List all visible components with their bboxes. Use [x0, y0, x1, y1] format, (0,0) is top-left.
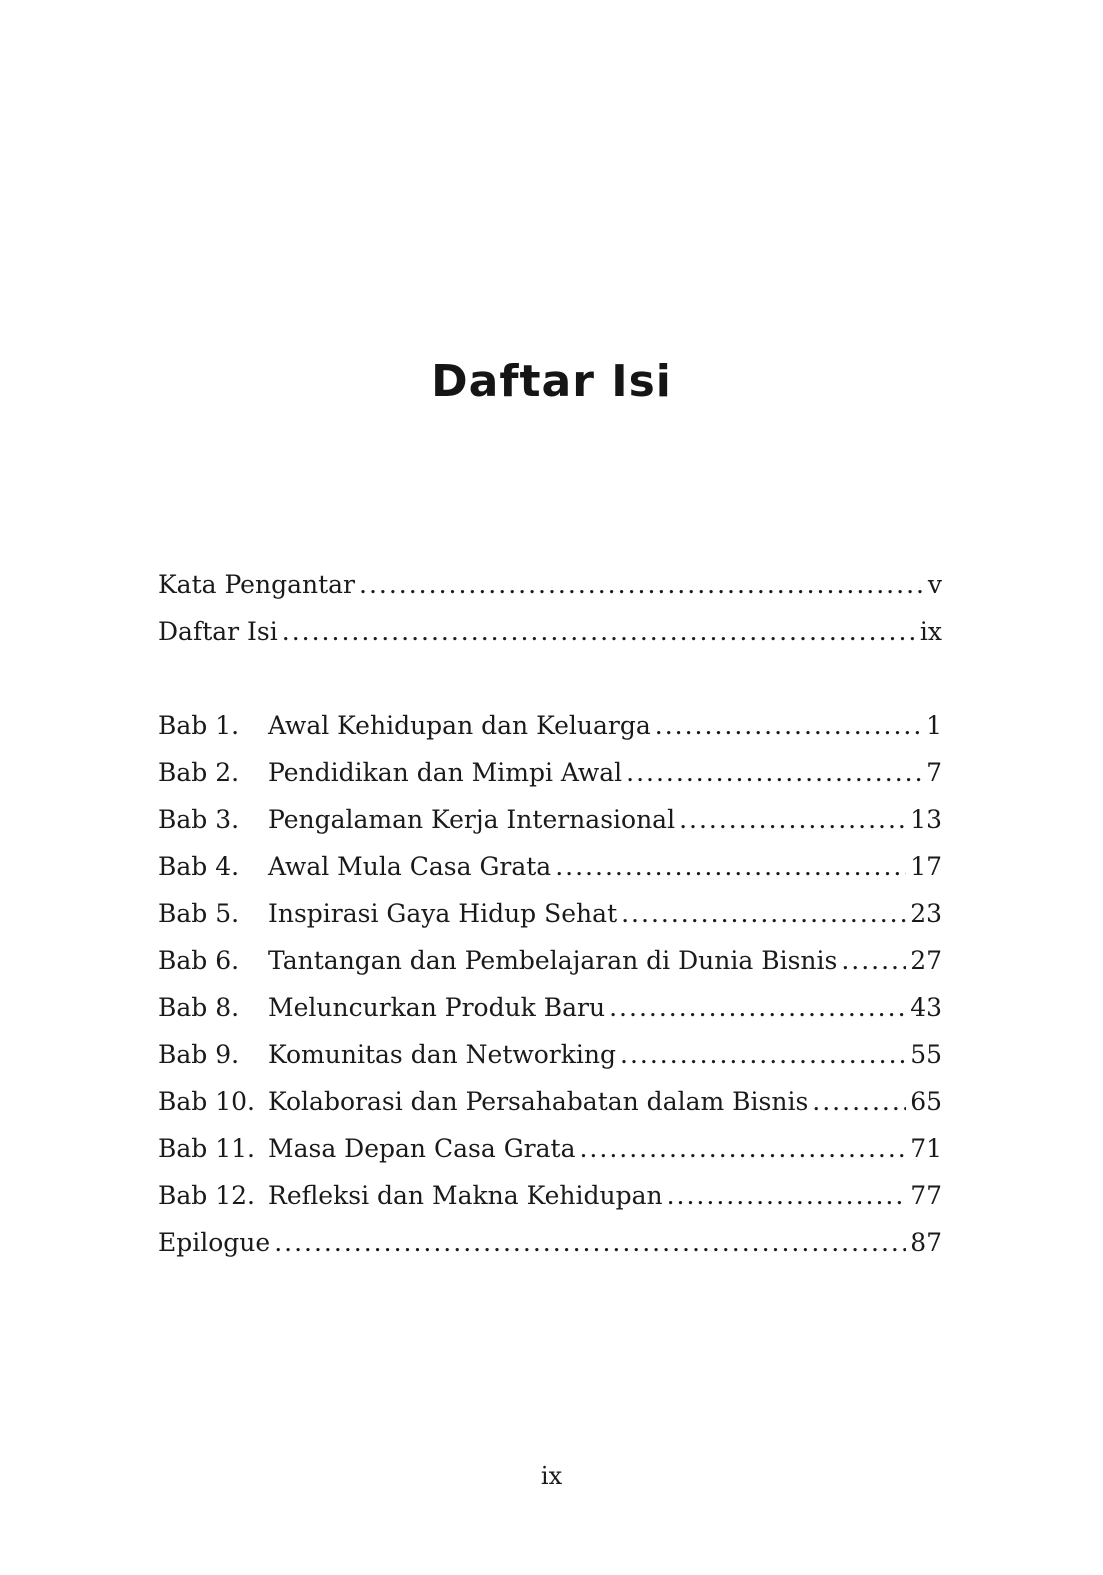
- toc-entry: [158, 1125, 942, 1172]
- toc-entry-page: v: [927, 570, 942, 599]
- toc-entry-label: Kolaborasi dan Persahabatan dalam Bisnis: [268, 1087, 809, 1116]
- toc-entry-page: 13: [910, 805, 942, 834]
- toc-entry: [158, 702, 942, 749]
- toc-entry: [158, 890, 942, 937]
- toc-chapter-number: Bab 10.: [158, 1087, 255, 1116]
- page-number: ix: [540, 1462, 563, 1490]
- toc-entry-page: 55: [910, 1040, 942, 1069]
- toc-entry-label: Epilogue: [158, 1228, 271, 1257]
- toc-entry: [158, 984, 942, 1031]
- toc-entry-label: Refleksi dan Makna Kehidupan: [268, 1181, 663, 1210]
- toc-entry-page: ix: [919, 617, 942, 646]
- toc-chapter-number: Bab 12.: [158, 1181, 255, 1210]
- toc-leader-dots: [274, 1219, 906, 1266]
- toc-entry-page: 1: [926, 711, 942, 740]
- toc-entry: [158, 796, 942, 843]
- toc-entry-page: 7: [926, 758, 942, 787]
- toc-entry-page: 27: [910, 946, 942, 975]
- toc-chapter-number: Bab 4.: [158, 852, 240, 881]
- toc-entry-label: Awal Mula Casa Grata: [268, 852, 552, 881]
- toc-entry-label: Kata Pengantar: [158, 570, 355, 599]
- toc-entry-label: Komunitas dan Networking: [268, 1040, 617, 1069]
- toc-leader-dots: [579, 1125, 906, 1172]
- toc-entry-label: Masa Depan Casa Grata: [268, 1134, 576, 1163]
- toc-entry-label: Pendidikan dan Mimpi Awal: [268, 758, 623, 787]
- toc-chapters: [158, 702, 942, 1266]
- toc-entry-label: Pengalaman Kerja Internasional: [268, 805, 676, 834]
- toc-chapter-number: Bab 9.: [158, 1040, 240, 1069]
- toc-chapter-number: Bab 5.: [158, 899, 240, 928]
- toc-entry-page: 87: [910, 1228, 942, 1257]
- toc-chapter-number: Bab 8.: [158, 993, 240, 1022]
- toc-entry-page: 43: [910, 993, 942, 1022]
- toc-entry: [158, 1078, 942, 1125]
- toc-entry-page: 23: [910, 899, 942, 928]
- toc-leader-dots: [667, 1172, 907, 1219]
- toc-leader-dots: [841, 937, 906, 984]
- page-title: Daftar Isi: [431, 356, 672, 407]
- toc-leader-dots: [621, 890, 906, 937]
- toc-entry-label: Awal Kehidupan dan Keluarga: [268, 711, 651, 740]
- toc-leader-dots: [655, 702, 922, 749]
- toc-entry: [158, 1219, 942, 1266]
- toc-entry-page: 71: [910, 1134, 942, 1163]
- toc-chapter-number: Bab 6.: [158, 946, 240, 975]
- toc-leader-dots: [626, 749, 922, 796]
- toc-entry: [158, 843, 942, 890]
- toc-entry: [158, 608, 942, 655]
- toc-front-matter: [158, 561, 942, 655]
- toc-leader-dots: [620, 1031, 906, 1078]
- toc-entry-label: Daftar Isi: [158, 617, 278, 646]
- toc-leader-dots: [359, 561, 924, 608]
- toc-leader-dots: [282, 608, 916, 655]
- toc-entry: [158, 1031, 942, 1078]
- toc-chapter-number: Bab 3.: [158, 805, 240, 834]
- toc-entry-label: Inspirasi Gaya Hidup Sehat: [268, 899, 618, 928]
- toc-chapter-number: Bab 11.: [158, 1134, 255, 1163]
- toc-entry: [158, 1172, 942, 1219]
- toc-entry-page: 65: [910, 1087, 942, 1116]
- toc-entry-page: 17: [910, 852, 942, 881]
- toc-entry-page: 77: [910, 1181, 942, 1210]
- toc-entry-label: Meluncurkan Produk Baru: [268, 993, 606, 1022]
- toc-leader-dots: [812, 1078, 906, 1125]
- toc-entry: [158, 749, 942, 796]
- toc-chapter-number: Bab 1.: [158, 711, 240, 740]
- toc-chapter-number: Bab 2.: [158, 758, 240, 787]
- toc-leader-dots: [679, 796, 906, 843]
- toc-entry: [158, 561, 942, 608]
- toc-leader-dots: [555, 843, 906, 890]
- toc-entry: [158, 937, 942, 984]
- toc-leader-dots: [609, 984, 906, 1031]
- toc-entry-label: Tantangan dan Pembelajaran di Dunia Bisnis: [268, 946, 838, 975]
